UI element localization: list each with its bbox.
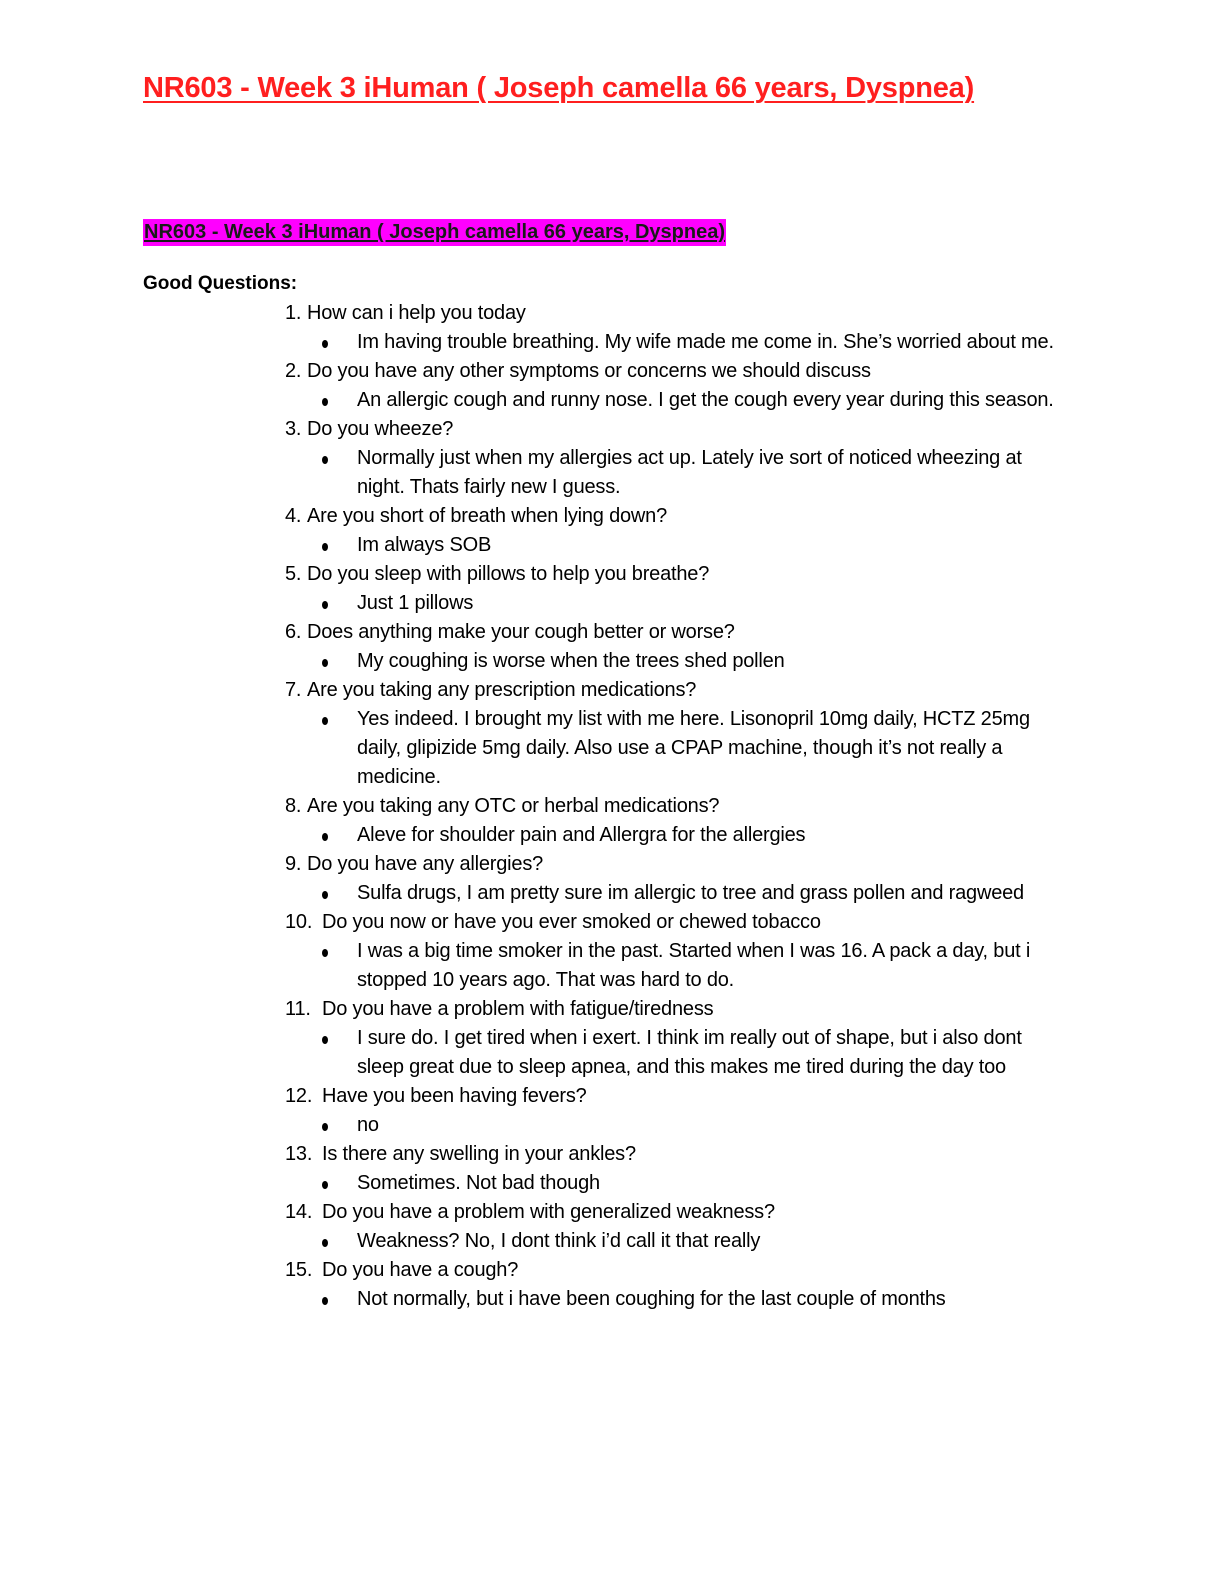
list-item	[285, 1082, 1075, 1140]
answer	[357, 647, 1075, 676]
answer	[357, 1169, 1075, 1198]
list-item	[285, 850, 1075, 908]
answer-text: Sulfa drugs, I am pretty sure im allergic to tree and grass pollen and ragweed	[357, 882, 1024, 904]
question-number: 1.	[285, 302, 302, 324]
list-item	[285, 299, 1075, 357]
bullet-icon	[322, 1181, 328, 1189]
question-number: 12.	[285, 1085, 313, 1107]
question	[285, 1198, 1075, 1227]
answer	[357, 705, 1075, 792]
question-number: 14.	[285, 1201, 313, 1223]
question	[285, 792, 1075, 821]
question-text: Do you have a problem with generalized weakness?	[322, 1201, 775, 1223]
list-item	[285, 502, 1075, 560]
list-item	[285, 908, 1075, 995]
question-text: Are you taking any prescription medications?	[307, 679, 697, 701]
list-item	[285, 676, 1075, 792]
question	[285, 357, 1075, 386]
question	[285, 502, 1075, 531]
question-text: Do you wheeze?	[307, 418, 454, 440]
list-item	[285, 995, 1075, 1082]
answer	[357, 1227, 1075, 1256]
question-number: 10.	[285, 911, 313, 933]
question-text: Do you have any other symptoms or concerns we should discuss	[307, 360, 871, 382]
question-text: Are you short of breath when lying down?	[307, 505, 667, 527]
question-number: 2.	[285, 360, 302, 382]
answer-text: An allergic cough and runny nose. I get the cough every year during this season.	[357, 389, 1054, 411]
answer	[357, 1024, 1075, 1082]
answer-text: Weakness? No, I dont think i’d call it that really	[357, 1230, 761, 1252]
question	[285, 1256, 1075, 1285]
question-number: 13.	[285, 1143, 313, 1165]
question	[285, 850, 1075, 879]
list-item	[285, 792, 1075, 850]
highlighted-subtitle: NR603 - Week 3 iHuman ( Joseph camella 66 years, Dyspnea)	[143, 219, 726, 246]
question-text: Do you have a cough?	[322, 1259, 519, 1281]
bullet-icon	[322, 717, 328, 725]
question-number: 4.	[285, 505, 302, 527]
answer-text: Just 1 pillows	[357, 592, 474, 614]
question	[285, 1140, 1075, 1169]
question-number: 8.	[285, 795, 302, 817]
question-number: 9.	[285, 853, 302, 875]
question-text: Do you now or have you ever smoked or chewed tobacco	[322, 911, 821, 933]
question-text: Do you have a problem with fatigue/tiredness	[322, 998, 714, 1020]
question	[285, 415, 1075, 444]
question-text: How can i help you today	[307, 302, 526, 324]
question	[285, 560, 1075, 589]
answer-text: no	[357, 1114, 379, 1136]
answer	[357, 386, 1075, 415]
bullet-icon	[322, 543, 328, 551]
answer	[357, 589, 1075, 618]
question-text: Do you sleep with pillows to help you breathe?	[307, 563, 710, 585]
question	[285, 995, 1075, 1024]
answer	[357, 444, 1075, 502]
answer-text: I sure do. I get tired when i exert. I think im really out of shape, but i also dont sleep great due to sleep apnea, and this makes me tired during the day too	[357, 1027, 1022, 1078]
document-title: NR603 - Week 3 iHuman ( Joseph camella 66 years, Dyspnea)	[143, 72, 975, 104]
question	[285, 1082, 1075, 1111]
bullet-icon	[322, 1036, 328, 1044]
bullet-icon	[322, 891, 328, 899]
answer-text: Yes indeed. I brought my list with me here. Lisonopril 10mg daily, HCTZ 25mg daily, glipizide 5mg daily. Also use a CPAP machine, though it’s not really a medicine.	[357, 708, 1030, 788]
bullet-icon	[322, 340, 328, 348]
list-item	[285, 618, 1075, 676]
bullet-icon	[322, 659, 328, 667]
list-item	[285, 560, 1075, 618]
answer	[357, 531, 1075, 560]
question-number: 11.	[285, 998, 311, 1020]
answer-text: Sometimes. Not bad though	[357, 1172, 600, 1194]
question	[285, 908, 1075, 937]
question-number: 6.	[285, 621, 302, 643]
question-text: Have you been having fevers?	[322, 1085, 587, 1107]
question-text: Do you have any allergies?	[307, 853, 544, 875]
answer-text: Normally just when my allergies act up. Lately ive sort of noticed wheezing at night. Thats fairly new I guess.	[357, 447, 1022, 498]
question-number: 5.	[285, 563, 302, 585]
answer-text: I was a big time smoker in the past. Started when I was 16. A pack a day, but i stopped 10 years ago. That was hard to do.	[357, 940, 1031, 991]
answer	[357, 879, 1075, 908]
list-item	[285, 1198, 1075, 1256]
bullet-icon	[322, 456, 328, 464]
bullet-icon	[322, 1297, 328, 1305]
answer-text: My coughing is worse when the trees shed pollen	[357, 650, 785, 672]
bullet-icon	[322, 1123, 328, 1131]
answer-text: Im having trouble breathing. My wife made me come in. She’s worried about me.	[357, 331, 1054, 353]
list-item	[285, 415, 1075, 502]
question	[285, 618, 1075, 647]
question-answer-list	[285, 299, 1075, 1314]
question	[285, 676, 1075, 705]
list-item	[285, 357, 1075, 415]
answer-text: Aleve for shoulder pain and Allergra for the allergies	[357, 824, 806, 846]
bullet-icon	[322, 949, 328, 957]
section-heading-good-questions: Good Questions:	[143, 273, 298, 294]
bullet-icon	[322, 1239, 328, 1247]
answer	[357, 328, 1075, 357]
question-number: 7.	[285, 679, 302, 701]
question	[285, 299, 1075, 328]
question-text: Are you taking any OTC or herbal medications?	[307, 795, 720, 817]
question-text: Does anything make your cough better or worse?	[307, 621, 735, 643]
list-item	[285, 1140, 1075, 1198]
question-number: 15.	[285, 1259, 313, 1281]
question-number: 3.	[285, 418, 302, 440]
answer	[357, 821, 1075, 850]
bullet-icon	[322, 398, 328, 406]
bullet-icon	[322, 601, 328, 609]
list-item	[285, 1256, 1075, 1314]
answer-text: Im always SOB	[357, 534, 492, 556]
answer-text: Not normally, but i have been coughing for the last couple of months	[357, 1288, 946, 1310]
answer	[357, 1285, 1075, 1314]
question-text: Is there any swelling in your ankles?	[322, 1143, 636, 1165]
answer	[357, 937, 1075, 995]
answer	[357, 1111, 1075, 1140]
bullet-icon	[322, 833, 328, 841]
